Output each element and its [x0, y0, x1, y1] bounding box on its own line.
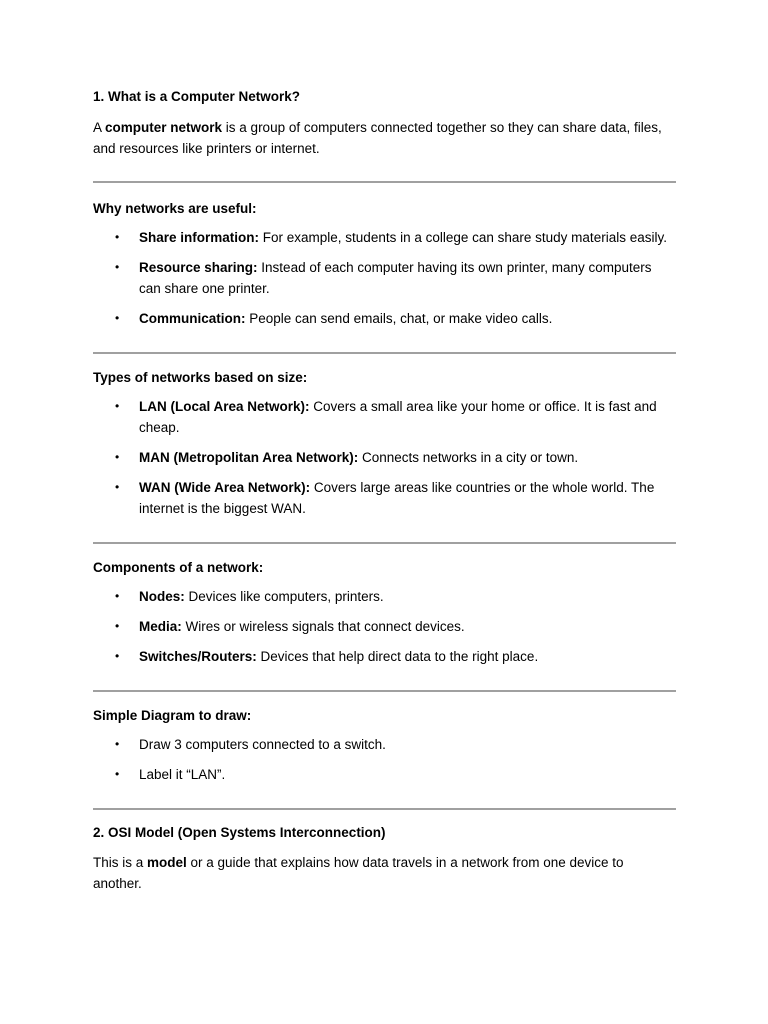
list-item: • MAN (Metropolitan Area Network): Connects networks in a city or town.: [93, 447, 676, 468]
bullet-icon: •: [115, 619, 120, 633]
bullet-icon: •: [115, 767, 120, 781]
components-list: [93, 586, 676, 667]
bullet-icon: •: [115, 311, 120, 325]
section-heading-network-types: Types of networks based on size:: [93, 370, 308, 385]
divider: [93, 352, 676, 354]
divider: [93, 181, 676, 183]
term-model: model: [147, 855, 187, 870]
bullet-icon: •: [115, 649, 120, 663]
list-item: • Share information: For example, students in a college can share study materials easily.: [93, 227, 676, 248]
list-item: • Draw 3 computers connected to a switch.: [93, 734, 676, 755]
section-heading-why-useful: Why networks are useful:: [93, 201, 257, 216]
list-item: • Resource sharing: Instead of each computer having its own printer, many computers can share one printer.: [93, 257, 676, 299]
bullet-icon: •: [115, 480, 120, 494]
why-list: [93, 227, 676, 329]
divider: [93, 808, 676, 810]
bullet-icon: •: [115, 399, 120, 413]
divider: [93, 690, 676, 692]
list-item: • LAN (Local Area Network): Covers a small area like your home or office. It is fast and cheap.: [93, 396, 676, 438]
types-list: [93, 396, 676, 519]
bullet-icon: •: [115, 230, 120, 244]
list-item: • Media: Wires or wireless signals that connect devices.: [93, 616, 676, 637]
osi-model-definition: This is a model or a guide that explains how data travels in a network from one device to another.: [93, 855, 624, 891]
list-item: • Communication: People can send emails, chat, or make video calls.: [93, 308, 676, 329]
list-item: • Nodes: Devices like computers, printers.: [93, 586, 676, 607]
bullet-icon: •: [115, 260, 120, 274]
bullet-icon: •: [115, 589, 120, 603]
section-heading-computer-network: 1. What is a Computer Network?: [93, 89, 301, 104]
list-item: • WAN (Wide Area Network): Covers large areas like countries or the whole world. The internet is the biggest WAN.: [93, 477, 676, 519]
list-item: • Switches/Routers: Devices that help direct data to the right place.: [93, 646, 676, 667]
term-computer-network: computer network: [105, 120, 223, 135]
bullet-icon: •: [115, 737, 120, 751]
section-heading-components: Components of a network:: [93, 560, 264, 575]
section-heading-osi-model: 2. OSI Model (Open Systems Interconnection): [93, 825, 386, 840]
diagram-list: [93, 734, 676, 785]
divider: [93, 542, 676, 544]
bullet-icon: •: [115, 450, 120, 464]
section-heading-diagram: Simple Diagram to draw:: [93, 708, 252, 723]
computer-network-definition: A computer network is a group of computers connected together so they can share data, files, and resources like printers or internet.: [93, 120, 662, 156]
document-page: [93, 88, 676, 894]
list-item: • Label it “LAN”.: [93, 764, 676, 785]
